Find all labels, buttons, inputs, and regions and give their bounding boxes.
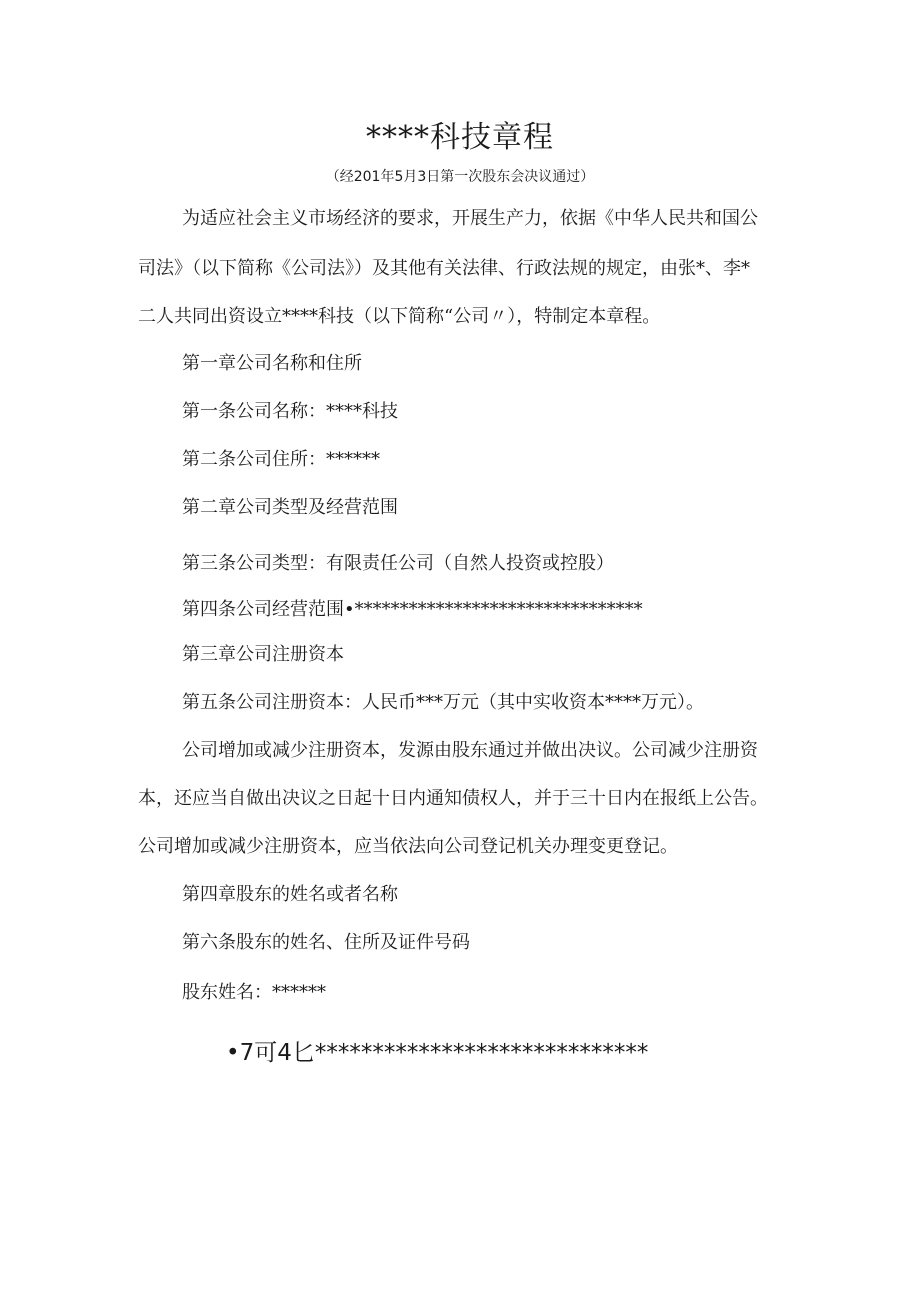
chapter-2-heading: 第二章公司类型及经营范围 — [182, 497, 398, 518]
document-title: ****科技章程 — [366, 120, 554, 155]
chapter-4-heading: 第四章股东的姓名或者名称 — [182, 884, 398, 905]
shareholder-name: 股东姓名：****** — [182, 982, 326, 1003]
garbled-line: •7可4匕***************************** — [226, 1040, 649, 1066]
intro-line-3: 二人共同出资设立****科技（以下简称“公司〃），特制定本章程。 — [138, 306, 661, 327]
chapter-3-heading: 第三章公司注册资本 — [182, 644, 344, 665]
article-4: 第四条公司经营范围•******************************** — [182, 599, 643, 620]
article-3: 第三条公司类型：有限责任公司（自然人投资或控股） — [182, 553, 614, 574]
capital-line-3: 公司增加或减少注册资本，应当依法向公司登记机关办理变更登记。 — [138, 836, 678, 857]
intro-line-2: 司法》（以下简称《公司法》）及其他有关法律、行政法规的规定，由张*、李* — [138, 258, 750, 279]
article-1: 第一条公司名称：****科技 — [182, 401, 398, 422]
intro-line-1: 为适应社会主义市场经济的要求，开展生产力，依据《中华人民共和国公 — [182, 208, 758, 229]
capital-line-2: 本，还应当自做出决议之日起十日内通知债权人，并于三十日内在报纸上公告。 — [138, 788, 768, 809]
chapter-1-heading: 第一章公司名称和住所 — [182, 353, 362, 374]
article-5: 第五条公司注册资本：人民币***万元（其中实收资本****万元）。 — [182, 692, 704, 713]
document-subtitle: （经201年5月3日第一次股东会决议通过） — [325, 169, 595, 185]
capital-line-1: 公司增加或减少注册资本，发源由股东通过并做出决议。公司减少注册资 — [182, 740, 758, 761]
article-2: 第二条公司住所：****** — [182, 449, 380, 470]
article-6: 第六条股东的姓名、住所及证件号码 — [182, 932, 470, 953]
